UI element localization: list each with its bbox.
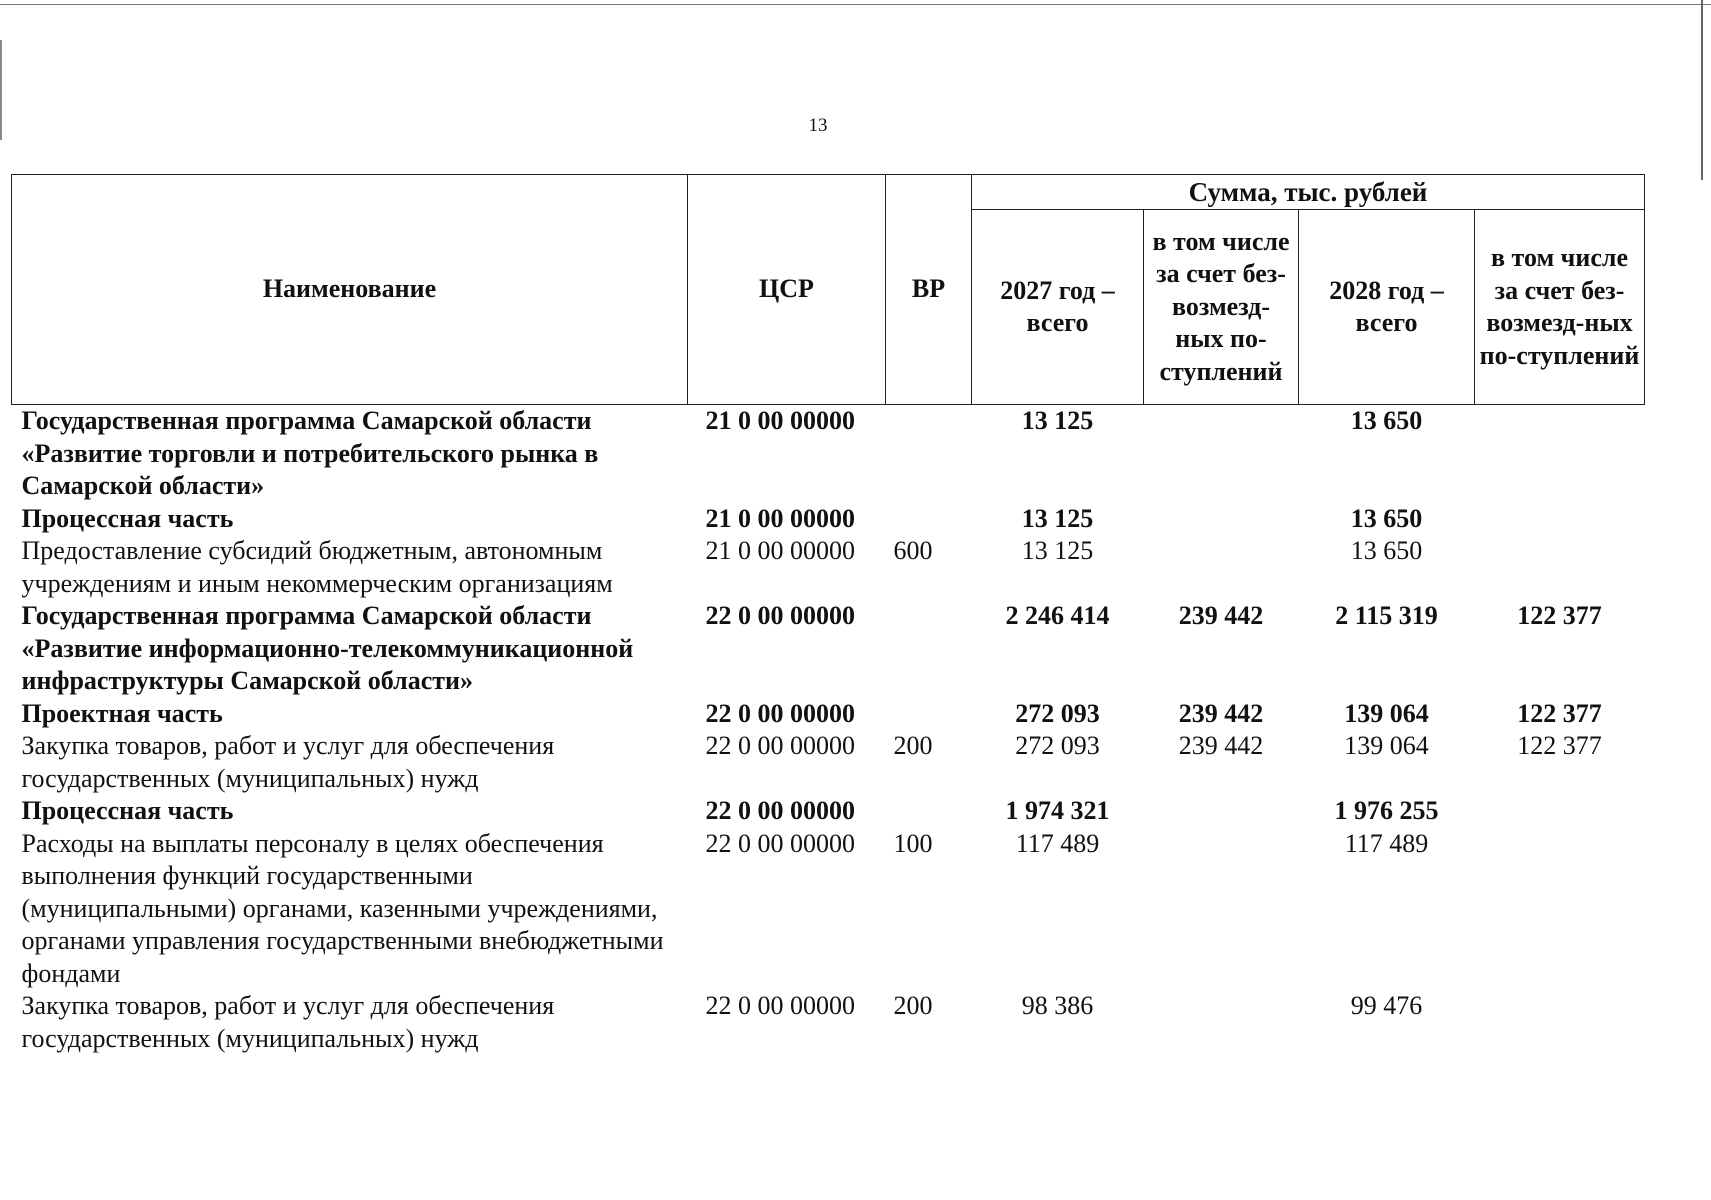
row-name: Расходы на выплаты персоналу в целях обеспечения выполнения функций государственными (муниципальными) органами, казенными учреждениями, органами управления государственными внебюджетными фондами [21,828,664,988]
row-total-2028: 139 064 [1344,731,1429,760]
row-csr: 22 0 00 00000 [705,698,855,728]
row-csr: 22 0 00 00000 [705,601,855,630]
header-free-2027: в том числе за счет без-возмезд-ных по-ступлений [1144,210,1299,405]
header-name: Наименование [12,175,688,405]
row-total-2027: 98 386 [1021,991,1094,1020]
header-total-2028: 2028 год – всего [1299,210,1475,405]
table-row [12,503,1645,536]
row-vr: 600 [893,536,933,565]
row-csr: 21 0 00 00000 [705,406,855,435]
table-row [12,405,1645,503]
row-total-2028: 139 064 [1344,698,1429,728]
row-total-2027: 117 489 [1015,828,1100,858]
row-csr: 22 0 00 00000 [705,731,855,760]
row-total-2027: 13 125 [1021,503,1094,533]
row-name: Проектная часть [21,698,223,728]
table-row [12,698,1645,731]
row-free-2027 [1144,503,1299,536]
scan-edge-right [1701,0,1703,180]
row-total-2028: 1 976 255 [1334,796,1439,825]
row-csr: 21 0 00 00000 [705,536,855,565]
header-total-2027: 2027 год – всего [972,210,1144,405]
row-total-2027: 272 093 [1015,698,1100,728]
row-total-2028: 99 476 [1350,991,1423,1020]
row-total-2028: 13 650 [1350,503,1423,533]
row-free-2028 [1475,990,1645,1055]
header-vr: ВР [886,175,972,405]
header-csr: ЦСР [688,175,886,405]
header-free-2028: в том числе за счет без-возмезд-ных по-ступлений [1475,210,1645,405]
row-free-2028 [1475,828,1645,991]
table-header [12,175,1645,405]
row-total-2027: 272 093 [1015,731,1100,760]
table-row [12,828,1645,991]
row-free-2027 [1144,990,1299,1055]
scan-edge-left [0,40,2,140]
row-total-2027: 13 125 [1021,536,1094,565]
row-free-2028 [1475,795,1645,828]
row-csr: 21 0 00 00000 [705,503,855,533]
row-name: Государственная программа Самарской области «Развитие информационно-телекоммуникационной инфраструктуры Самарской области» [21,601,634,695]
row-total-2028: 13 650 [1350,536,1423,565]
table-body [12,405,1645,1056]
row-vr [886,405,972,503]
row-total-2028: 2 115 319 [1335,601,1438,630]
row-vr [886,600,972,698]
row-vr: 200 [893,991,933,1020]
row-name: Предоставление субсидий бюджетным, автономным учреждениям и иным некоммерческим организациям [21,536,613,598]
row-free-2027: 239 442 [1178,731,1264,760]
table-row [12,600,1645,698]
row-name: Процессная часть [21,503,234,533]
table-row [12,795,1645,828]
row-total-2028: 13 650 [1350,406,1423,435]
table-row [12,535,1645,600]
row-total-2028: 117 489 [1344,828,1429,858]
row-csr: 22 0 00 00000 [705,796,855,825]
row-free-2027: 239 442 [1178,601,1264,630]
row-csr: 22 0 00 00000 [705,828,855,858]
row-vr [886,503,972,536]
row-total-2027: 2 246 414 [1005,601,1110,630]
row-name: Закупка товаров, работ и услуг для обеспечения государственных (муниципальных) нужд [21,991,555,1053]
row-vr: 200 [893,731,933,760]
row-total-2027: 1 974 321 [1005,796,1110,825]
row-free-2027: 239 442 [1178,698,1264,728]
row-free-2028 [1475,405,1645,503]
row-free-2027 [1144,405,1299,503]
row-vr [886,795,972,828]
row-name: Государственная программа Самарской области «Развитие торговли и потребительского рынка в Самарской области» [21,406,599,500]
row-vr: 100 [893,828,933,858]
row-free-2028: 122 377 [1517,698,1602,728]
row-free-2027 [1144,828,1299,991]
table-row [12,990,1645,1055]
scan-edge-top [0,4,1711,5]
budget-table [11,174,1645,1055]
row-total-2027: 13 125 [1021,406,1094,435]
page-number: 13 [808,115,828,136]
header-sum-group: Сумма, тыс. рублей [972,175,1645,210]
row-free-2028 [1475,535,1645,600]
row-vr [886,698,972,731]
row-name: Процессная часть [21,796,234,825]
row-free-2028 [1475,503,1645,536]
row-free-2027 [1144,795,1299,828]
row-free-2028: 122 377 [1517,731,1602,760]
row-free-2027 [1144,535,1299,600]
row-name: Закупка товаров, работ и услуг для обеспечения государственных (муниципальных) нужд [21,731,555,793]
row-csr: 22 0 00 00000 [705,991,855,1020]
table-row [12,730,1645,795]
row-free-2028: 122 377 [1517,601,1602,630]
